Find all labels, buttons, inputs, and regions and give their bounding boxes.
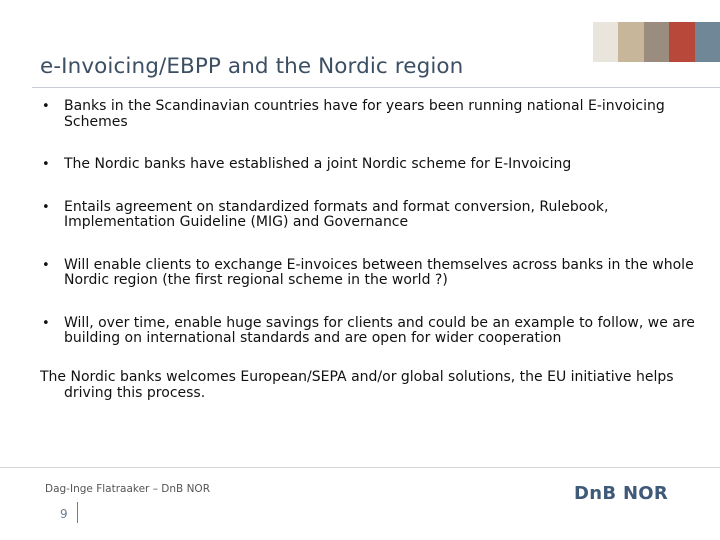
slide-title: e-Invoicing/EBPP and the Nordic region — [40, 54, 464, 79]
bullet-icon: • — [42, 99, 50, 114]
presenter-name: Dag-Inge Flatraaker – DnB NOR — [45, 483, 210, 495]
bullet-text: The Nordic banks have established a joint Nordic scheme for E-Invoicing — [64, 156, 572, 172]
bullet-icon: • — [42, 157, 50, 172]
company-logo: DnB NOR — [574, 483, 669, 504]
photo-tile — [644, 22, 669, 62]
bullet-list — [40, 99, 712, 374]
bullet-icon: • — [42, 315, 50, 331]
photo-tile — [593, 22, 618, 62]
bullet-text: Will enable clients to exchange E-invoices between themselves across banks in the whole Nordic region (the first regional scheme in the world ?) — [64, 256, 694, 288]
footer-divider — [0, 467, 720, 468]
photo-fade — [565, 22, 593, 62]
page-number-divider — [77, 502, 78, 523]
bullet-icon: • — [42, 199, 50, 215]
photo-tile — [669, 22, 694, 62]
bullet-item — [40, 157, 712, 173]
bullet-item — [40, 316, 712, 347]
bullet-text: Entails agreement on standardized formats and format conversion, Rulebook, Implementation Guideline (MIG) and Governance — [64, 198, 609, 230]
title-divider — [32, 87, 720, 88]
bullet-item — [40, 258, 712, 289]
closing-paragraph: The Nordic banks welcomes European/SEPA and/or global solutions, the EU initiative helps driving this process. — [40, 369, 674, 401]
header-photo-strip — [565, 22, 720, 62]
photo-tile — [695, 22, 720, 62]
bullet-text: Will, over time, enable huge savings for clients and could be an example to follow, we are building on international standards and are open for wider cooperation — [64, 314, 695, 346]
bullet-text: Banks in the Scandinavian countries have for years been running national E-invoicing Schemes — [64, 98, 665, 130]
photo-tile — [618, 22, 643, 62]
page-number: 9 — [60, 507, 68, 521]
bullet-item — [40, 99, 712, 130]
bullet-icon: • — [42, 257, 50, 273]
bullet-item — [40, 200, 712, 231]
